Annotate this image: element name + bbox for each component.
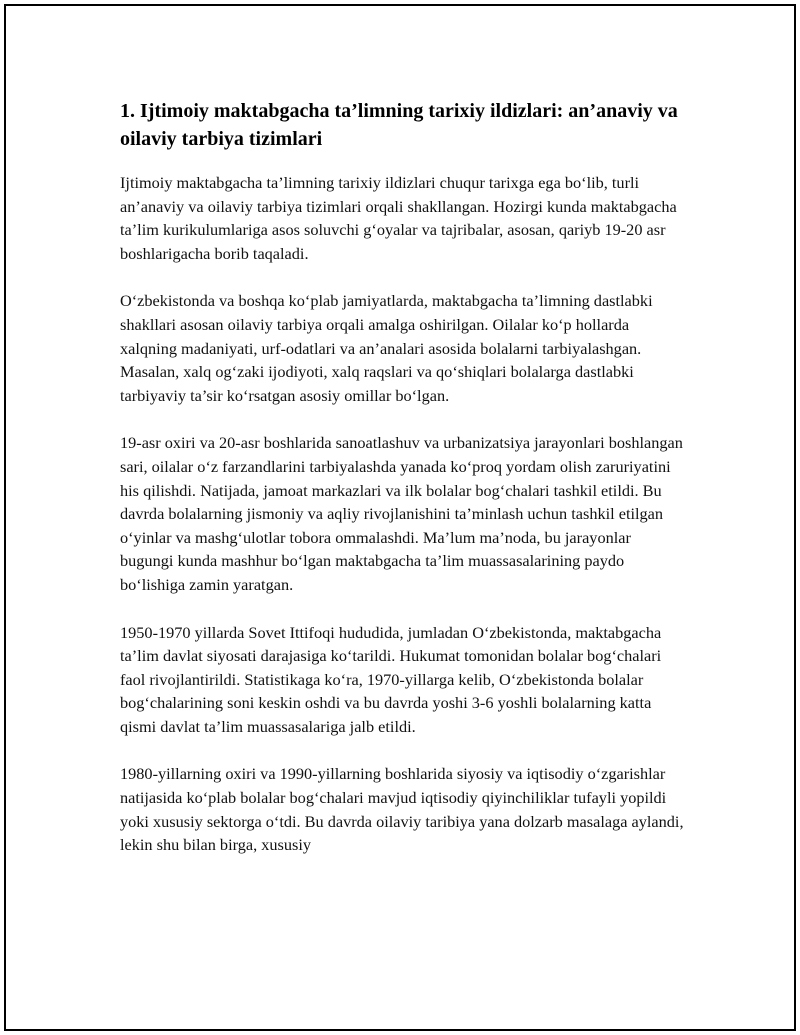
- paragraph-family-upbringing: O‘zbekistonda va boshqa ko‘plab jamiyatlarda, maktabgacha ta’limning dastlabki shakllari asosan oilaviy tarbiya orqali amalga oshirilgan. Oilalar ko‘p hollarda xalqning madaniyati, urf-odatlari va an’analari asosida bolalarni tarbiyalashgan. Masalan, xalq og‘zaki ijodiyoti, xalq raqslari va qo‘shiqlari bolalarga dastlabki tarbiyaviy ta’sir ko‘rsatgan asosiy omillar bo‘lgan.: [120, 291, 653, 405]
- paragraph-soviet-period: 1950-1970 yillarda Sovet Ittifoqi hududida, jumladan O‘zbekistonda, maktabgacha ta’lim davlat siyosati darajasiga ko‘tarildi. Hukumat tomonidan bolalar bog‘chalari faol rivojlantirildi. Statistikaga ko‘ra, 1970-yillarga kelib, O‘zbekistonda bolalar bog‘chalarining soni keskin oshdi va bu davrda yoshi 3-6 yoshli bolalarning katta qismi davlat ta’lim muassasalariga jalb etildi.: [120, 622, 662, 736]
- paragraph-industrialization: 19-asr oxiri va 20-asr boshlarida sanoatlashuv va urbanizatsiya jarayonlari boshlangan sari, oilalar o‘z farzandlarini tarbiyalashda yanada ko‘proq yordam olish zaruriyatini his qilishdi. Natijada, jamoat markazlari va ilk bolalar bog‘chalari tashkil etildi. Bu davrda bolalarning jismoniy va aqliy rivojlanishini ta’minlash uchun tashkil etilgan o‘yinlar va mashg‘ulotlar tobora ommalashdi. Ma’lum ma’noda, bu jarayonlar bugungi kunda mashhur bo‘lgan maktabgacha ta’lim muassasalarining paydo bo‘lishiga zamin yaratgan.: [120, 433, 683, 594]
- page-frame: [4, 4, 796, 1031]
- paragraph-late-1980s: 1980-yillarning oxiri va 1990-yillarning boshlarida siyosiy va iqtisodiy o‘zgarishlar natijasida ko‘plab bolalar bog‘chalari mavjud iqtisodiy qiyinchiliklar tufayli yopildi yoki xususiy sektorga o‘tdi. Bu davrda oilaviy taribiya yana dolzarb masalaga aylandi, lekin shu bilan birga, xususiy: [120, 764, 684, 855]
- document-body: [120, 97, 688, 881]
- paragraph-intro: Ijtimoiy maktabgacha ta’limning tarixiy ildizlari chuqur tarixga ega bo‘lib, turli an’anaviy va oilaviy tarbiya tizimlari orqali shakllangan. Hozirgi kunda maktabgacha ta’lim kurikulumlariga asos soluvchi g‘oyalar va tajribalar, asosan, qariyb 19-20 asr boshlarigacha borib taqaladi.: [120, 173, 677, 263]
- section-heading: 1. Ijtimoiy maktabgacha ta’limning tarixiy ildizlari: an’anaviy va oilaviy tarbiya tizimlari: [120, 100, 678, 150]
